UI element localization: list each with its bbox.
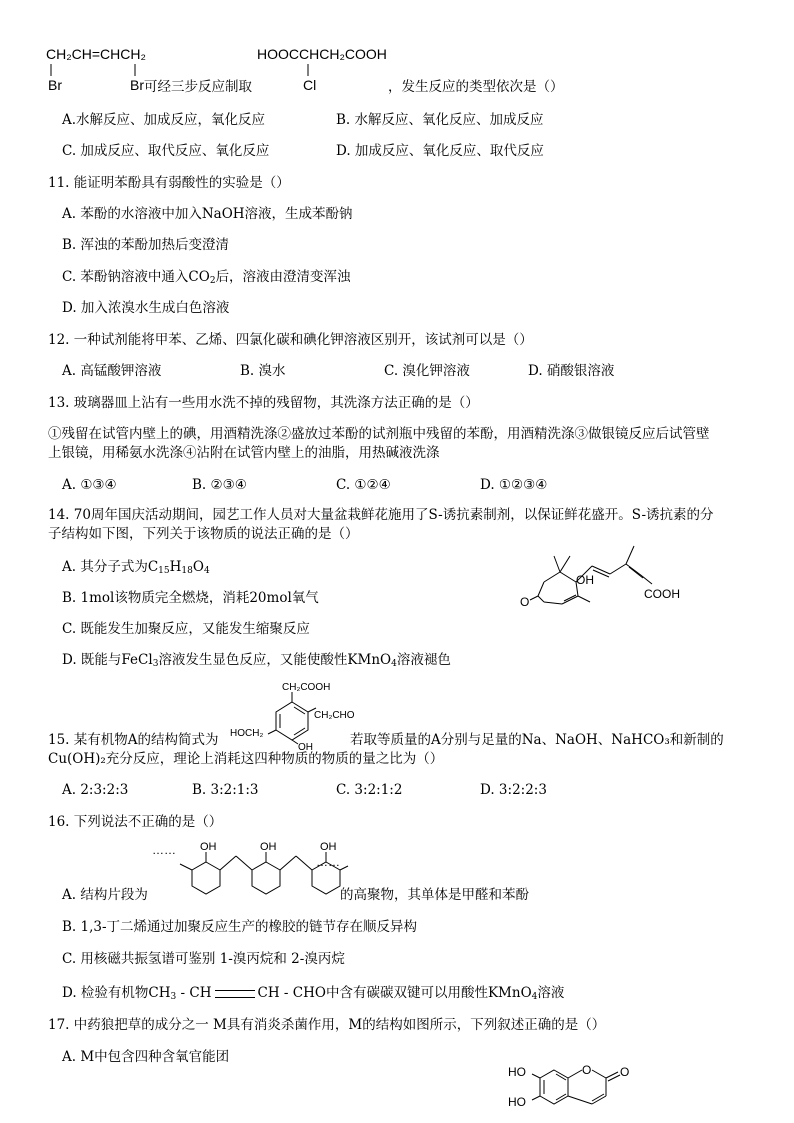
q11-option-b: B. 浑浊的苯酚加热后变澄清	[62, 237, 230, 253]
q16-d-sub2: 4	[531, 992, 538, 1002]
q14-sub-4: 4	[203, 566, 210, 576]
q10-product-chain: HOOCCHCH₂COOH	[257, 46, 387, 62]
q14-option-d-mid: 溶液发生显色反应，又能使酸性KMnO	[158, 652, 392, 668]
q16-double-bond	[215, 990, 255, 998]
q14-molecule-o: O	[520, 595, 530, 609]
q10-reactant-structure	[44, 44, 156, 96]
q11-option-c	[62, 268, 351, 286]
q10-option-a: A.水解反应、加成反应，氧化反应	[62, 112, 266, 128]
q15-molecule-ch2cooh: CH₂COOH	[282, 682, 331, 693]
q12-stem: 12. 一种试剂能将甲苯、乙烯、四氯化碳和碘化钾溶液区别开，该试剂可以是（）	[48, 332, 533, 348]
q15-option-b: B. 3:2:1:3	[192, 782, 259, 798]
q16-option-a-post: 的高聚物，其单体是甲醛和苯酚	[340, 887, 529, 903]
q17-ho-bottom: HO	[508, 1095, 526, 1109]
q13-stem: 13. 玻璃器皿上沾有一些用水洗不掉的残留物，其洗涤方法正确的是（）	[48, 395, 479, 411]
q14-option-a	[62, 558, 210, 576]
q14-option-a-pre: A. 其分子式为C	[62, 559, 159, 575]
q15-option-d: D. 3:2:2:3	[480, 782, 547, 798]
q15-molecule-hoch2: HOCH₂	[230, 728, 264, 739]
q11-option-c-pre: C. 苯酚钠溶液中通入CO	[62, 269, 210, 285]
q16-stem: 16. 下列说法不正确的是（）	[48, 814, 223, 830]
q10-reactant-br1: Br	[48, 77, 62, 93]
q15-molecule-oh: OH	[298, 742, 313, 750]
q14-option-d-pre: D. 既能与FeCl	[62, 652, 153, 668]
q15-molecule-ch2cho: CH₂CHO	[314, 710, 355, 721]
q12-option-b: B. 溴水	[240, 363, 286, 379]
q14-d-sub1: 3	[152, 659, 159, 669]
q12-option-a: A. 高锰酸钾溶液	[62, 363, 162, 379]
q10-reactant-chain: CH₂CH=CHCH₂	[46, 46, 146, 62]
q16-polymer-fragment	[150, 840, 350, 896]
q14-sub-18: 18	[181, 566, 193, 576]
q13-option-b: B. ②③④	[192, 477, 247, 493]
q14-d-sub2: 4	[391, 659, 397, 669]
q16-bond-2: -	[279, 985, 293, 1001]
q15-option-a: A. 2:3:2:3	[62, 782, 129, 798]
q10-product-structure	[255, 44, 395, 96]
q15-stem-pre: 15. 某有机物A的结构简式为	[48, 732, 219, 748]
q10-reactant-br2: Br	[130, 77, 144, 93]
q16-ch-1: CH	[189, 985, 212, 1001]
q14-option-b: B. 1mol该物质完全燃烧，消耗20mol氧气	[62, 590, 319, 606]
q17-ring-o: O	[582, 1063, 592, 1077]
q16-d-sub1: 3	[170, 992, 177, 1002]
q14-h: H	[169, 559, 182, 575]
q16-option-d-pre: D. 检验有机物CH	[62, 985, 171, 1001]
q16-bond-1: -	[176, 985, 190, 1001]
q14-stem-line1: 14. 70周年国庆活动期间，园艺工作人员对大量盆栽鲜花施用了S-诱抗素制剂，以保证鲜花盛开。S-诱抗素的分	[48, 507, 714, 523]
q15-stem-line2: Cu(OH)₂充分反应，理论上消耗这四种物质的物质的量之比为（）	[48, 751, 444, 767]
q16-option-d	[62, 984, 564, 1002]
q17-molecule-diagram	[506, 1058, 656, 1120]
q14-molecule-diagram	[516, 540, 696, 612]
q17-carbonyl-o: O	[620, 1065, 630, 1079]
q17-ho-top: HO	[508, 1065, 526, 1079]
q16-option-d-end: 溶液	[537, 985, 565, 1001]
q14-o: O	[192, 559, 204, 575]
q10-mid-text: 可经三步反应制取	[144, 79, 252, 95]
q14-sub-15: 15	[158, 566, 170, 576]
q17-option-a: A. M中包含四种含氧官能团	[62, 1049, 230, 1065]
q11-stem: 11. 能证明苯酚具有弱酸性的实验是（）	[48, 175, 290, 191]
q13-option-a: A. ①③④	[62, 477, 117, 493]
q15-option-c: C. 3:2:1:2	[336, 782, 403, 798]
q16-option-c: C. 用核磁共振氢谱可鉴别 1-溴丙烷和 2-溴丙烷	[62, 951, 345, 967]
q15-molecule-diagram	[228, 678, 358, 750]
q16-option-a-pre: A. 结构片段为	[62, 887, 148, 903]
q14-molecule-cooh: COOH	[644, 587, 680, 601]
q11-option-c-sub: 2	[209, 276, 216, 286]
q13-body-line1: ①残留在试管内壁上的碘，用酒精洗涤②盛放过苯酚的试剂瓶中残留的苯酚，用酒精洗涤③做银镜反应后试管壁	[48, 426, 710, 442]
q15-stem-post: 若取等质量的A分别与足量的Na、NaOH、NaHCO₃和新制的	[350, 732, 724, 748]
q16-ch-2: CH	[257, 985, 280, 1001]
q12-option-c: C. 溴化钾溶液	[384, 363, 470, 379]
q17-stem: 17. 中药狼把草的成分之一 M具有消炎杀菌作用，M的结构如图所示，下列叙述正确的是（）	[48, 1017, 606, 1033]
q14-molecule-oh: OH	[576, 573, 594, 587]
q10-option-b: B. 水解反应、氧化反应、加成反应	[336, 112, 544, 128]
q16-dots-right: ……	[316, 855, 340, 869]
q11-option-d: D. 加入浓溴水生成白色溶液	[62, 300, 230, 316]
q16-option-b: B. 1,3-丁二烯通过加聚反应生产的橡胶的链节存在顺反异构	[62, 919, 418, 935]
q16-oh-2: OH	[260, 841, 277, 853]
q13-option-c: C. ①②④	[336, 477, 391, 493]
q11-option-a: A. 苯酚的水溶液中加入NaOH溶液，生成苯酚钠	[62, 206, 353, 222]
q11-option-c-post: 后，溶液由澄清变浑浊	[215, 269, 351, 285]
q13-body-line2: 上银镜，用稀氨水洗涤④沾附在试管内壁上的油脂，用热碱液洗涤	[48, 445, 440, 461]
q10-option-c: C. 加成反应、取代反应、氧化反应	[62, 143, 270, 159]
q12-option-d: D. 硝酸银溶液	[528, 363, 615, 379]
q16-oh-3: OH	[320, 841, 337, 853]
q10-option-d: D. 加成反应、氧化反应、取代反应	[336, 143, 544, 159]
q10-product-cl: Cl	[303, 77, 317, 93]
q14-option-d	[62, 651, 451, 669]
q16-option-d-post: CHO中含有碳碳双键可以用酸性KMnO	[292, 985, 532, 1001]
q16-dots-left: ……	[152, 843, 176, 857]
q13-option-d: D. ①②③④	[480, 477, 548, 493]
q10-tail: ，发生反应的类型依次是（）	[388, 79, 564, 95]
q14-option-d-post: 溶液褪色	[396, 652, 451, 668]
q14-option-c: C. 既能发生加聚反应，又能发生缩聚反应	[62, 621, 310, 637]
q16-oh-1: OH	[200, 841, 217, 853]
q14-stem-line2: 子结构如下图，下列关于该物质的说法正确的是（）	[48, 526, 359, 542]
